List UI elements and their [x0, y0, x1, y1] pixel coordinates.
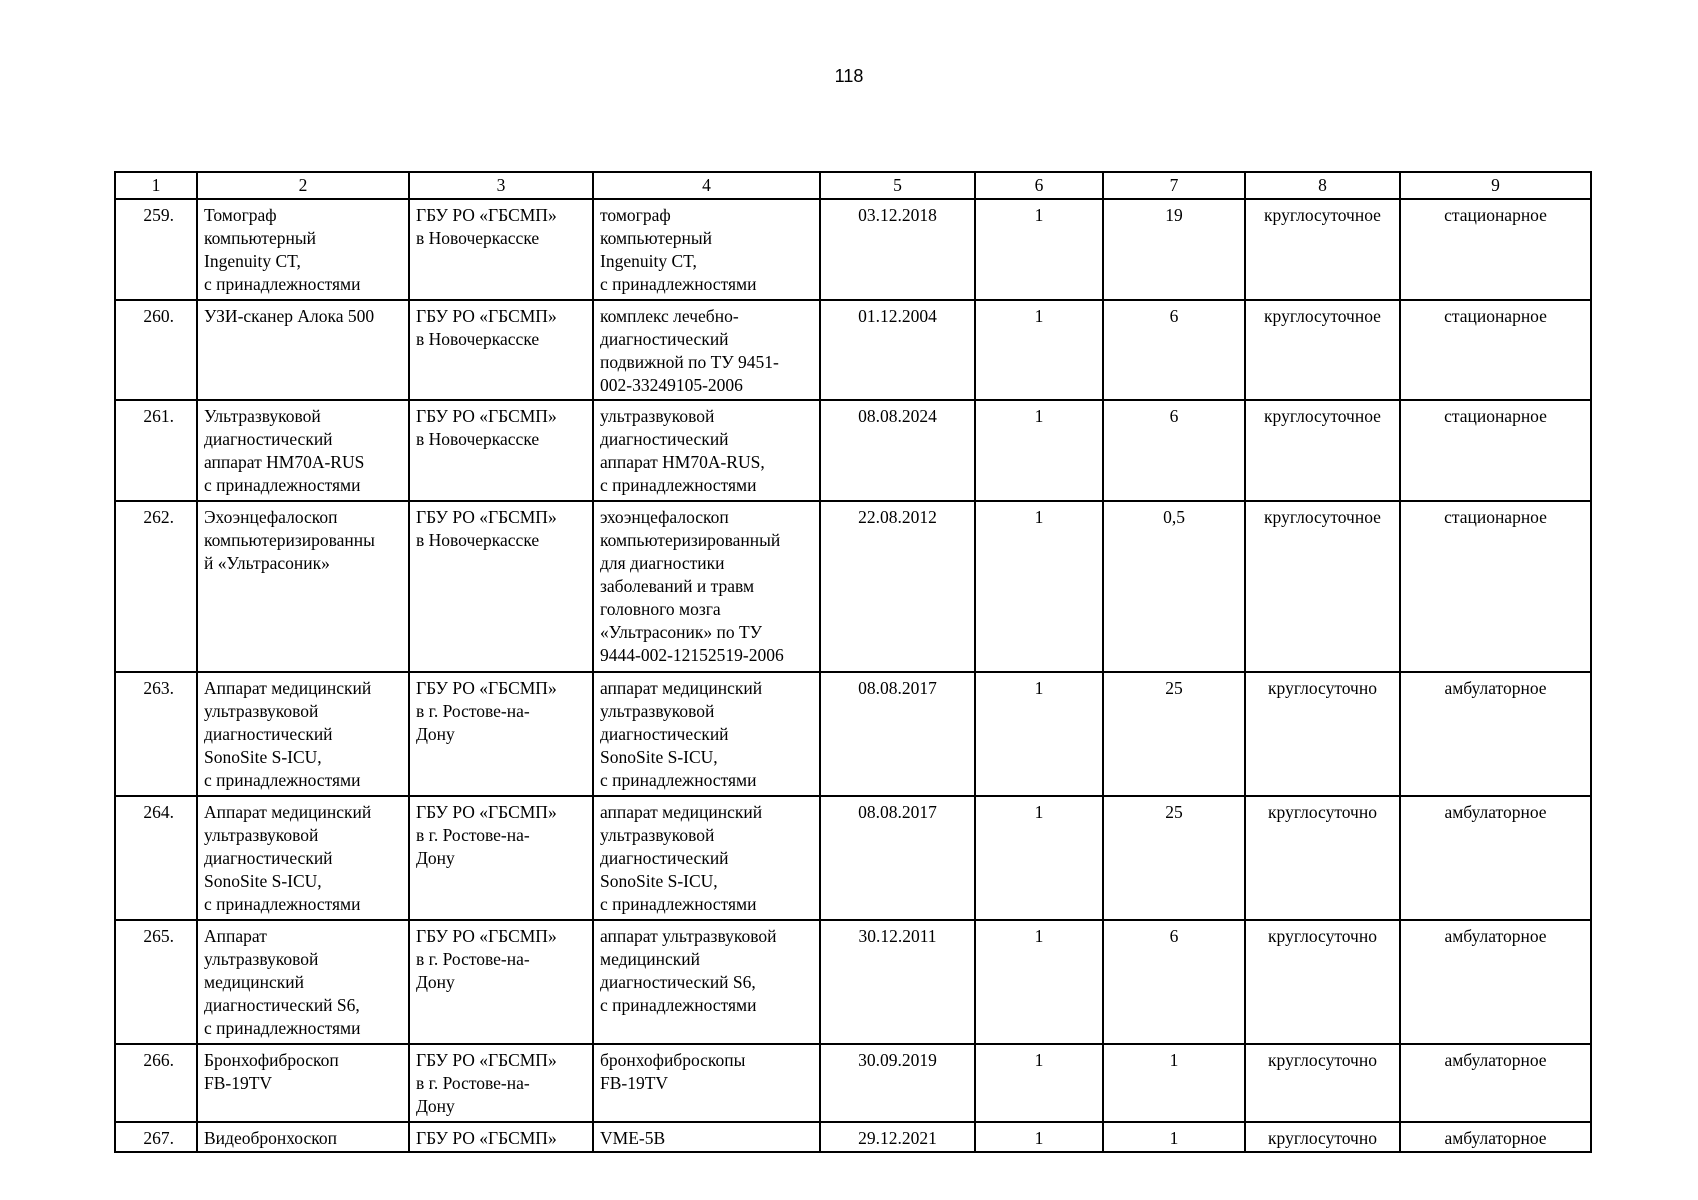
row-number: 266. [115, 1044, 197, 1122]
equipment-description: аппарат медицинский ультразвуковой диагностический SonoSite S-ICU, с принадлежностями [593, 796, 820, 920]
quantity: 1 [975, 920, 1103, 1044]
equipment-name: Видеобронхоскоп [197, 1122, 409, 1152]
equipment-description: аппарат медицинский ультразвуковой диагностический SonoSite S-ICU, с принадлежностями [593, 672, 820, 796]
equipment-description: эхоэнцефалоскоп компьютеризированный для диагностики заболеваний и травм головного мозга «Ультрасоник» по ТУ 9444-002-12152519-2006 [593, 501, 820, 672]
equipment-description: томограф компьютерный Ingenuity CT, с принадлежностями [593, 199, 820, 300]
date: 22.08.2012 [820, 501, 975, 672]
date: 08.08.2024 [820, 400, 975, 501]
equipment-name: Аппарат медицинский ультразвуковой диагностический SonoSite S-ICU, с принадлежностями [197, 672, 409, 796]
organization: ГБУ РО «ГБСМП» [409, 1122, 593, 1152]
column-7-value: 6 [1103, 300, 1245, 400]
column-number-cell: 9 [1400, 172, 1591, 199]
care-type: стационарное [1400, 199, 1591, 300]
row-number: 260. [115, 300, 197, 400]
organization: ГБУ РО «ГБСМП» в Новочеркасске [409, 501, 593, 672]
column-7-value: 1 [1103, 1122, 1245, 1152]
column-number-cell: 7 [1103, 172, 1245, 199]
row-number: 261. [115, 400, 197, 501]
date: 01.12.2004 [820, 300, 975, 400]
equipment-description: бронхофиброскопы FB-19TV [593, 1044, 820, 1122]
date: 03.12.2018 [820, 199, 975, 300]
operating-mode: круглосуточное [1245, 199, 1400, 300]
table-row [115, 796, 1591, 920]
equipment-name: Эхоэнцефалоскоп компьютеризированны й «Ультрасоник» [197, 501, 409, 672]
column-7-value: 19 [1103, 199, 1245, 300]
table-row [115, 1044, 1591, 1122]
date: 29.12.2021 [820, 1122, 975, 1152]
operating-mode: круглосуточно [1245, 1122, 1400, 1152]
date: 08.08.2017 [820, 796, 975, 920]
operating-mode: круглосуточное [1245, 300, 1400, 400]
organization: ГБУ РО «ГБСМП» в г. Ростове-на- Дону [409, 920, 593, 1044]
row-number: 259. [115, 199, 197, 300]
column-7-value: 6 [1103, 920, 1245, 1044]
organization: ГБУ РО «ГБСМП» в Новочеркасске [409, 300, 593, 400]
care-type: стационарное [1400, 501, 1591, 672]
date: 30.09.2019 [820, 1044, 975, 1122]
table-row [115, 199, 1591, 300]
organization: ГБУ РО «ГБСМП» в г. Ростове-на- Дону [409, 796, 593, 920]
care-type: амбулаторное [1400, 1122, 1591, 1152]
care-type: амбулаторное [1400, 672, 1591, 796]
table-row [115, 501, 1591, 672]
organization: ГБУ РО «ГБСМП» в Новочеркасске [409, 400, 593, 501]
column-number-header-row [115, 172, 1591, 199]
equipment-name: Ультразвуковой диагностический аппарат HM70A-RUS с принадлежностями [197, 400, 409, 501]
organization: ГБУ РО «ГБСМП» в Новочеркасске [409, 199, 593, 300]
page-number: 118 [834, 66, 864, 86]
row-number: 262. [115, 501, 197, 672]
quantity: 1 [975, 796, 1103, 920]
quantity: 1 [975, 199, 1103, 300]
equipment-table [114, 171, 1592, 1153]
care-type: амбулаторное [1400, 920, 1591, 1044]
operating-mode: круглосуточное [1245, 501, 1400, 672]
care-type: амбулаторное [1400, 1044, 1591, 1122]
column-7-value: 25 [1103, 672, 1245, 796]
column-7-value: 6 [1103, 400, 1245, 501]
column-number-cell: 2 [197, 172, 409, 199]
quantity: 1 [975, 672, 1103, 796]
column-number-cell: 8 [1245, 172, 1400, 199]
column-7-value: 25 [1103, 796, 1245, 920]
care-type: стационарное [1400, 400, 1591, 501]
care-type: стационарное [1400, 300, 1591, 400]
column-number-cell: 4 [593, 172, 820, 199]
quantity: 1 [975, 1122, 1103, 1152]
row-number: 263. [115, 672, 197, 796]
table-row [115, 672, 1591, 796]
equipment-description: аппарат ультразвуковой медицинский диагностический S6, с принадлежностями [593, 920, 820, 1044]
operating-mode: круглосуточно [1245, 672, 1400, 796]
equipment-name: УЗИ-сканер Алока 500 [197, 300, 409, 400]
table-row [115, 1122, 1591, 1152]
quantity: 1 [975, 501, 1103, 672]
quantity: 1 [975, 300, 1103, 400]
organization: ГБУ РО «ГБСМП» в г. Ростове-на- Дону [409, 672, 593, 796]
quantity: 1 [975, 400, 1103, 501]
date: 30.12.2011 [820, 920, 975, 1044]
operating-mode: круглосуточно [1245, 920, 1400, 1044]
row-number: 265. [115, 920, 197, 1044]
date: 08.08.2017 [820, 672, 975, 796]
operating-mode: круглосуточное [1245, 400, 1400, 501]
equipment-name: Томограф компьютерный Ingenuity CT, с принадлежностями [197, 199, 409, 300]
operating-mode: круглосуточно [1245, 1044, 1400, 1122]
equipment-description: VME-5B [593, 1122, 820, 1152]
table-row [115, 400, 1591, 501]
column-number-cell: 3 [409, 172, 593, 199]
equipment-description: ультразвуковой диагностический аппарат HM70A-RUS, с принадлежностями [593, 400, 820, 501]
table-row [115, 300, 1591, 400]
equipment-description: комплекс лечебно- диагностический подвижной по ТУ 9451- 002-33249105-2006 [593, 300, 820, 400]
organization: ГБУ РО «ГБСМП» в г. Ростове-на- Дону [409, 1044, 593, 1122]
column-number-cell: 6 [975, 172, 1103, 199]
row-number: 267. [115, 1122, 197, 1152]
operating-mode: круглосуточно [1245, 796, 1400, 920]
equipment-name: Аппарат ультразвуковой медицинский диагностический S6, с принадлежностями [197, 920, 409, 1044]
column-number-cell: 1 [115, 172, 197, 199]
column-number-cell: 5 [820, 172, 975, 199]
table-row [115, 920, 1591, 1044]
equipment-name: Бронхофиброскоп FB-19TV [197, 1044, 409, 1122]
column-7-value: 0,5 [1103, 501, 1245, 672]
equipment-name: Аппарат медицинский ультразвуковой диагностический SonoSite S-ICU, с принадлежностями [197, 796, 409, 920]
quantity: 1 [975, 1044, 1103, 1122]
column-7-value: 1 [1103, 1044, 1245, 1122]
row-number: 264. [115, 796, 197, 920]
care-type: амбулаторное [1400, 796, 1591, 920]
